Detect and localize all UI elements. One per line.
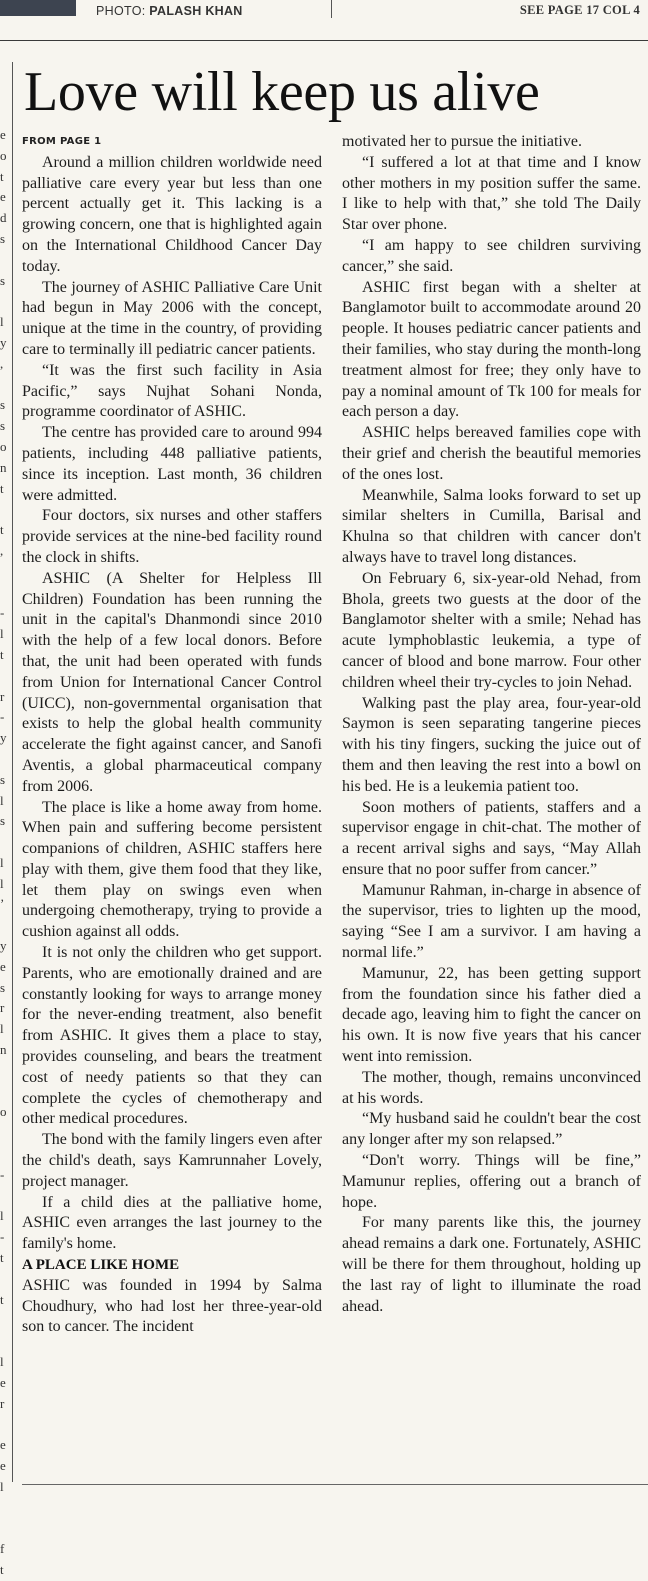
edge-fragment: t [0, 1250, 4, 1266]
edge-fragment: r [0, 688, 5, 704]
edge-fragment: o [0, 1104, 7, 1120]
paragraph: Walking past the play area, four-year-old Saymon is seen separating tangerine pieces with his tiny fingers, sucking the juice out of them and then leaving the rest into a bowl on his bed. He is a leukemia patient too. [342, 694, 641, 795]
edge-fragment [0, 1269, 10, 1290]
bottom-rule [22, 1484, 648, 1485]
edge-fragment [0, 1082, 10, 1103]
edge-fragment [0, 583, 10, 604]
edge-fragment [0, 1186, 10, 1207]
edge-fragment: n [0, 1042, 7, 1058]
paragraph: For many parents like this, the journey ahead remains a dark one. Fortunately, ASHIC will be there for them throughout, holding up the last ray of light to illuminate the road ahead. [342, 1214, 641, 1315]
edge-fragment [0, 1498, 10, 1519]
edge-fragment [0, 666, 10, 687]
edge-fragment [0, 375, 10, 396]
top-rule [0, 40, 648, 41]
edge-fragment: l [0, 1208, 4, 1224]
edge-fragment: t [0, 522, 4, 538]
photo-credit [96, 4, 243, 18]
edge-fragment: ’ [0, 896, 5, 912]
paragraph: Around a million children worldwide need palliative care every year but less than one percent actually get it. This lacking is a growing concern, one that is highlighted again on the International Childhood Cancer Day today. [22, 153, 322, 275]
edge-fragment: o [0, 438, 7, 454]
edge-fragment: l [0, 792, 4, 808]
paragraph: “My husband said he couldn't bear the cost any longer after my son relapsed.” [342, 1110, 641, 1149]
paragraph-continuation: motivated her to pursue the initiative. [342, 133, 582, 150]
edge-fragment: l [0, 626, 4, 642]
edge-fragment: e [0, 1374, 6, 1390]
paragraph: Four doctors, six nurses and other staffers provide services at the nine-bed facility round the clock in shifts. [22, 507, 322, 566]
edge-fragment: t [0, 646, 4, 662]
edge-fragment [0, 1123, 10, 1144]
edge-fragment: e [0, 1437, 6, 1453]
paragraph: ASHIC first began with a shelter at Banglamotor built to accommodate around 20 people. It houses pediatric cancer patients and their families, who stay during the month-long treatment almost for free; they only have to pay a nominal amount of Tk 100 for meals for each person a day. [342, 278, 641, 421]
edge-fragment: o [0, 147, 7, 163]
edge-fragment [0, 499, 10, 520]
paragraph: Soon mothers of patients, staffers and a supervisor engage in chit-chat. The mother of a recent arrival sighs and says, “May Allah ensure that no poor suffer from cancer.” [342, 798, 641, 878]
edge-fragment: t [0, 168, 4, 184]
article-column-1 [22, 132, 322, 1338]
edge-fragment [0, 1331, 10, 1352]
edge-fragment: - [0, 709, 5, 725]
edge-fragment: s [0, 272, 6, 288]
edge-fragment [0, 832, 10, 853]
column-1-paragraphs [22, 153, 322, 1255]
paragraph: Mamunur, 22, has been getting support from the foundation since his father died a decade ago, leaving him to fight the cancer on his own. It is now five years that his cancer went into remission. [342, 964, 641, 1066]
edge-fragment [0, 1144, 10, 1165]
left-column-rule [12, 62, 13, 1482]
edge-fragment [0, 1061, 10, 1082]
edge-fragment: s [0, 771, 6, 787]
edge-fragment: f [0, 1541, 5, 1557]
edge-fragment: l [0, 854, 4, 870]
paragraph: ASHIC helps bereaved families cope with their grief and cherish the beautiful memories of the ones lost. [342, 424, 641, 483]
edge-fragment: e [0, 127, 6, 142]
edge-fragment: , [0, 542, 4, 558]
paragraph: If a child dies at the palliative home, ASHIC even arranges the last journey to the family's home. [22, 1193, 322, 1253]
paragraph: “I suffered a lot at that time and I know other mothers in my position suffer the same. I like to help with that,” she told The Daily Star over phone. [342, 153, 641, 234]
subhead: A PLACE LIKE HOME [22, 1257, 180, 1274]
edge-fragment: y [0, 730, 7, 746]
paragraph: The bond with the family lingers even after the child's death, says Kamrunnaher Lovely, project manager. [22, 1131, 322, 1190]
paragraph: The centre has provided care to around 994 patients, including 448 palliative patients, since its inception. Last month, 36 children were admitted. [22, 424, 322, 504]
edge-fragment: e [0, 1458, 6, 1473]
jump-line: SEE PAGE 17 COL 4 [519, 3, 640, 17]
edge-fragment: t [0, 1291, 4, 1307]
edge-fragment: s [0, 230, 6, 246]
edge-fragment: l [0, 314, 4, 330]
edge-fragment [0, 250, 10, 271]
edge-fragment: l [0, 1354, 4, 1370]
paragraph: ASHIC was founded in 1994 by Salma Choudhury, who had lost her three-year-old son to cancer. The incident [22, 1276, 322, 1336]
edge-fragment [0, 749, 10, 770]
edge-fragment: - [0, 1166, 5, 1182]
paragraph: “Don't worry. Things will be fine,” Mamunur replies, offering out a branch of hope. [342, 1152, 641, 1211]
edge-fragment: s [0, 397, 6, 413]
edge-fragment: s [0, 813, 6, 829]
edge-fragment: - [0, 1229, 5, 1245]
edge-fragment: , [0, 355, 4, 371]
column-2-paragraphs [342, 153, 641, 1318]
adjacent-column-fragments [0, 125, 10, 1577]
edge-fragment: e [0, 189, 6, 205]
edge-fragment [0, 915, 10, 936]
paragraph: It is not only the children who get support. Parents, who are emotionally drained and are constantly looking for ways to arrange money for the never-ending treatment, also benefit from ASHIC. It gives them a place to stay, provides counseling, and bears the treatment cost of needy patients so that they can complete the cycles of chemotherapy and other medical procedures. [22, 944, 322, 1128]
edge-fragment [0, 1518, 10, 1539]
paragraph: “It was the first such facility in Asia Pacific,” says Nujhat Sohani Nonda, programme coordinator of ASHIC. [22, 361, 322, 421]
edge-fragment: y [0, 938, 7, 954]
edge-fragment: e [0, 958, 6, 974]
paragraph: The journey of ASHIC Palliative Care Unit had begun in May 2006 with the concept, unique at the time in the country, of providing care to terminally ill pediatric cancer patients. [22, 278, 322, 358]
article-column-2 [342, 132, 641, 1317]
edge-fragment [0, 562, 10, 583]
edge-fragment: r [0, 1395, 5, 1411]
edge-fragment [0, 1310, 10, 1331]
photo-credit-name: PALASH KHAN [149, 4, 243, 18]
edge-fragment: l [0, 1478, 4, 1494]
paragraph: “I am happy to see children surviving cancer,” she said. [342, 236, 641, 275]
edge-fragment: t [0, 480, 4, 496]
edge-fragment: r [0, 1000, 5, 1016]
edge-fragment: s [0, 979, 6, 995]
kicker: FROM PAGE 1 [22, 136, 102, 147]
paragraph: On February 6, six-year-old Nehad, from Bhola, greets two guests at the door of the Banglamotor shelter with a smile; Nehad has acute lymphoblastic leukemia, a type of cancer of blood and bone marrow. Four other children wheel their try-cycles to join Nehad. [342, 569, 641, 691]
edge-fragment: t [0, 1561, 4, 1577]
edge-fragment: n [0, 459, 7, 475]
edge-fragment [0, 1414, 10, 1435]
photo-credit-prefix: PHOTO: [96, 4, 146, 18]
headline: Love will keep us alive [24, 61, 540, 123]
edge-fragment: d [0, 210, 7, 226]
edge-fragment: l [0, 1021, 4, 1037]
paragraph: Meanwhile, Salma looks forward to set up similar shelters in Cumilla, Barisal and Khulna so that children with cancer don't always have to travel long distances. [342, 486, 641, 566]
edge-fragment: y [0, 334, 7, 350]
edge-fragment: s [0, 418, 6, 434]
edge-fragment: l [0, 875, 4, 891]
edge-fragment [0, 291, 10, 312]
paragraph: The mother, though, remains unconvinced at his words. [342, 1068, 641, 1107]
paragraph: The place is like a home away from home. When pain and suffering become persistent companions of children, ASHIC staffers here play with them, give them food that they like, let them play on swings even when undergoing chemotherapy, trying to provide a cushion against all odds. [22, 798, 322, 941]
column-divider [331, 0, 332, 18]
edge-fragment: - [0, 605, 5, 621]
previous-photo-edge [0, 0, 76, 16]
paragraph: ASHIC (A Shelter for Helpless Ill Children) Foundation has been running the unit in the capital's Dhanmondi since 2010 with the help of a few local donors. Before that, the unit had been operated with funds from Union for International Cancer Control (UICC), non-governmental organisation that exists to help the global health community accelerate the fight against cancer, and Sanofi Aventis, a global pharmaceutical company from 2006. [22, 569, 322, 795]
top-bar [0, 0, 648, 26]
paragraph: Mamunur Rahman, in-charge in absence of the supervisor, tries to lighten up the mood, saying “See I am a survivor. I am having a normal life.” [342, 881, 641, 962]
